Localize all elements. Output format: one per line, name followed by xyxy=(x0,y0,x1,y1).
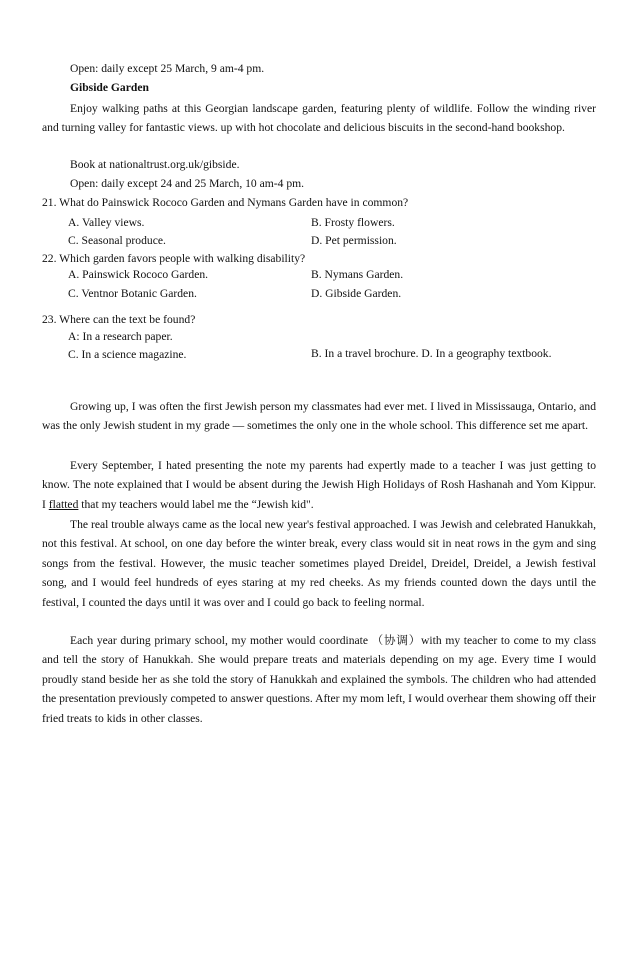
question-23-option-c: C. In a science magazine. xyxy=(68,348,187,361)
question-21-option-a: A. Valley views. xyxy=(68,216,145,229)
paragraph-2-text-end: that my teachers would label me the “Jewish kid". xyxy=(78,497,314,511)
passage-paragraph-3: The real trouble always came as the local new year's festival approached. I was Jewish and celebrated Hanukkah, not this festival. At school, on one day before the winter break, every class would sit in neat rows in the gym and sing songs from the festival. However, the music teacher sometimes played Dreidel, Dreidel, Dreidel, a Jewish festival song, and I would feel hundreds of eyes staring at my red cheeks. As my friends counted down the days until the festival, I counted the days until it was over and I could go back to feeling normal. xyxy=(42,518,596,609)
paragraph-2-text: Every September, I hated presenting the note my parents had expertly made to a teacher I was just getting to know. The note explained that I would be absent during the Jewish High Holidays of Rosh Hashanah and Yom Kippur. I xyxy=(42,459,596,511)
passage-paragraph-4: Each year during primary school, my mother would coordinate （协调）with my teacher to come to my class and tell the story of Hanukkah. She would prepare treats and materials depending on my age. Every time I would proudly stand beside her as she told the story of Hanukkah and explained the symbols. The children who had attended the presentation previously competed to answer questions. After my mom left, I would overhear them showing off their fried treats to kids in other classes. xyxy=(42,634,596,725)
question-22-option-d: D. Gibside Garden. xyxy=(311,287,402,300)
opening-hours-line-2: Open: daily except 24 and 25 March, 10 am-4 pm. xyxy=(70,177,305,190)
garden-heading: Gibside Garden xyxy=(70,81,149,94)
question-23-option-a: A: In a research paper. xyxy=(68,330,173,343)
gibside-paragraph: Enjoy walking paths at this Georgian landscape garden, featuring plenty of wildlife. Follow the winding river and turning valley for fantastic views. up with hot chocolate and delicious biscuits in the second-hand bookshop. xyxy=(42,102,596,135)
question-22-option-c: C. Ventnor Botanic Garden. xyxy=(68,287,197,300)
booking-line: Book at nationaltrust.org.uk/gibside. xyxy=(70,158,240,171)
question-21-stem: 21. What do Painswick Rococo Garden and Nymans Garden have in common? xyxy=(42,196,409,209)
question-21-option-d: D. Pet permission. xyxy=(311,234,397,247)
question-23-options-b-d: B. In a travel brochure. D. In a geography textbook. xyxy=(311,347,552,360)
question-22-stem: 22. Which garden favors people with walking disability? xyxy=(42,252,306,265)
passage-paragraph-1: Growing up, I was often the first Jewish person my classmates had ever met. I lived in Mississauga, Ontario, and was the only Jewish student in my grade — sometimes the only one in the whole school. This difference set me apart. xyxy=(42,400,596,433)
underlined-word: flatted xyxy=(48,497,79,511)
question-21-option-c: C. Seasonal produce. xyxy=(68,234,166,247)
question-21-option-b: B. Frosty flowers. xyxy=(311,216,395,229)
passage-paragraph-2 xyxy=(42,456,596,514)
opening-hours-line: Open: daily except 25 March, 9 am-4 pm. xyxy=(70,62,265,75)
question-22-option-b: B. Nymans Garden. xyxy=(311,268,404,281)
question-23-stem: 23. Where can the text be found? xyxy=(42,313,196,326)
question-22-option-a: A. Painswick Rococo Garden. xyxy=(68,268,209,281)
